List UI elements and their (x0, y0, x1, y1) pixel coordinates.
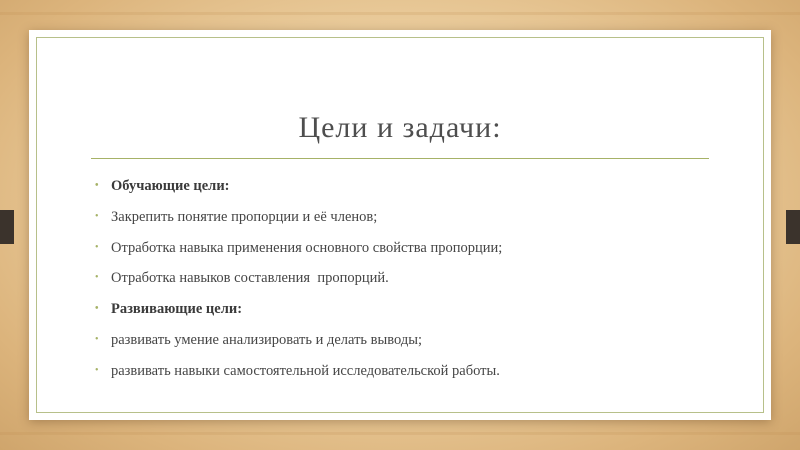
list-item (93, 360, 502, 391)
list-item (93, 267, 502, 298)
list-item-text: Отработка навыка применения основного свойства пропорции; (111, 239, 503, 256)
list-item-text: Обучающие цели: (111, 178, 230, 194)
bullet-icon: • (95, 180, 99, 191)
bullet-icon: • (95, 364, 99, 376)
bullet-icon: • (95, 241, 99, 253)
right-edge-tab (786, 210, 800, 244)
bullet-icon: • (95, 333, 99, 345)
bullet-icon: • (95, 210, 99, 222)
list-item-text: развивать навыки самостоятельной исследовательской работы. (111, 362, 500, 379)
list-item (93, 298, 502, 329)
slide-title: Цели и задачи: (298, 111, 502, 144)
title-divider (91, 158, 709, 159)
list-item-text: Закрепить понятие пропорции и её членов; (111, 208, 378, 225)
wood-grain (0, 12, 800, 15)
list-item-text: развивать умение анализировать и делать выводы; (111, 331, 422, 348)
wood-grain (0, 432, 800, 435)
bullet-list (93, 175, 502, 391)
bullet-icon: • (95, 272, 99, 284)
list-item (93, 206, 502, 237)
list-item (93, 329, 502, 360)
list-item (93, 237, 502, 268)
list-item-text: Отработка навыков составления пропорций. (111, 270, 389, 287)
bullet-icon: • (95, 303, 99, 315)
left-edge-tab (0, 210, 14, 244)
list-item (93, 175, 502, 206)
list-item-text: Развивающие цели: (111, 301, 243, 318)
slide (29, 30, 771, 420)
